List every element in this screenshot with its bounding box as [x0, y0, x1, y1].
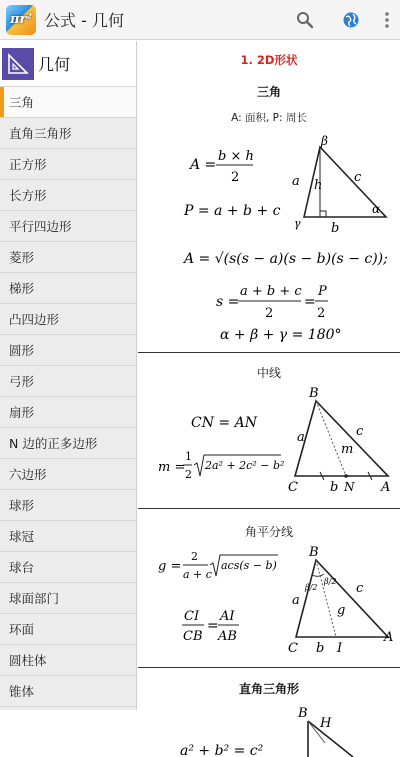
sidebar-item-sphere[interactable]: 球形 — [0, 490, 136, 521]
sidebar-list — [0, 87, 136, 707]
overflow-menu-icon — [384, 11, 390, 29]
sidebar-item-spherical-sector[interactable]: 球面部门 — [0, 583, 136, 614]
formula-heron: A = √(s(s − a)(s − b)(s − c)); — [184, 251, 388, 267]
triangle-label-alpha: α — [372, 202, 381, 216]
bisector-label-half-beta-2: β/2 — [324, 577, 337, 586]
sidebar-item-cylinder[interactable]: 圆柱体 — [0, 645, 136, 676]
bisector-title: 角平分线 — [244, 525, 293, 539]
triangle-block — [138, 125, 400, 345]
app-bar-actions — [282, 0, 400, 40]
sidebar — [0, 41, 137, 710]
sidebar-item-rhombus[interactable]: 菱形 — [0, 242, 136, 273]
overflow-menu-button[interactable] — [374, 0, 400, 40]
triangle-label-a: a — [292, 174, 300, 189]
sidebar-item-cone[interactable]: 锥体 — [0, 676, 136, 707]
triangle-label-h: h — [314, 178, 323, 193]
formula-angles: α + β + γ = 180° — [220, 327, 342, 343]
sidebar-item-trapezoid[interactable]: 梯形 — [0, 273, 136, 304]
triangle-label-c: c — [354, 170, 362, 185]
formula-area-lhs: A = — [190, 157, 217, 173]
formula-ratio-r-den: AB — [218, 629, 237, 644]
formula-s-p: P — [318, 284, 327, 299]
median-label-m: m — [341, 442, 354, 457]
formula-m-den: 2 — [185, 468, 192, 481]
formula-ratio-l-den: CB — [183, 629, 203, 644]
median-label-a: a — [297, 430, 305, 445]
category-label: 几何 — [38, 55, 71, 74]
category-header[interactable] — [0, 41, 136, 87]
sidebar-item-torus[interactable]: 环面 — [0, 614, 136, 645]
formula-s-den: 2 — [265, 306, 274, 321]
bisector-label-A: A — [384, 630, 394, 645]
sidebar-item-spherical-cap[interactable]: 球冠 — [0, 521, 136, 552]
formula-g-lhs: g = — [158, 559, 182, 574]
sidebar-item-rectangle[interactable]: 长方形 — [0, 180, 136, 211]
sidebar-item-square[interactable]: 正方形 — [0, 149, 136, 180]
sidebar-item-circular-segment[interactable]: 弓形 — [0, 366, 136, 397]
divider-2 — [138, 508, 400, 509]
search-button[interactable] — [282, 0, 328, 40]
formula-g-den: a + c — [183, 568, 212, 581]
sidebar-item-spherical-frustum[interactable]: 球台 — [0, 552, 136, 583]
right-triangle-title: 直角三角形 — [238, 682, 299, 696]
triangle-title: 三角 — [256, 85, 281, 99]
formula-s-lhs: s = — [216, 294, 240, 310]
app-logo-text: πr² — [9, 12, 33, 27]
triangle-label-gamma: γ — [294, 217, 301, 230]
formula-ratio-eq: = — [207, 618, 219, 634]
globe-icon — [342, 11, 360, 29]
bisector-label-c: c — [356, 581, 364, 596]
triangle-label-beta: β — [321, 134, 328, 148]
median-label-B: B — [309, 386, 319, 401]
triangle-ruler-icon — [2, 48, 34, 80]
formula-pythag: a² + b² = c² — [180, 743, 264, 757]
language-button[interactable] — [328, 0, 374, 40]
right-triangle-figure — [297, 706, 353, 757]
right-triangle-block — [138, 697, 400, 757]
section-title: 1. 2D形状 — [240, 53, 298, 67]
formula-s-p-den: 2 — [317, 306, 326, 321]
bisector-label-I: I — [337, 641, 343, 656]
bisector-label-a: a — [292, 593, 300, 608]
formula-cn: CN = AN — [191, 415, 257, 431]
formula-area-num: b × h — [218, 149, 254, 164]
triangle-label-b: b — [331, 221, 340, 236]
app-logo-icon[interactable] — [6, 5, 36, 35]
median-label-b: b — [330, 480, 339, 495]
right-label-B: B — [298, 706, 308, 721]
triangle-legend: A: 面积, P: 周长 — [231, 112, 307, 124]
formula-g-root: acs(s − b) — [221, 559, 277, 572]
search-icon — [296, 11, 314, 29]
sidebar-item-parallelogram[interactable]: 平行四边形 — [0, 211, 136, 242]
bisector-label-g: g — [337, 603, 346, 618]
sidebar-item-regular-polygon[interactable]: N 边的正多边形 — [0, 428, 136, 459]
app-bar — [0, 0, 400, 40]
formula-g-num: 2 — [191, 550, 198, 563]
median-label-A: A — [381, 480, 391, 495]
triangle-figure — [292, 134, 386, 236]
median-figure — [288, 386, 390, 495]
median-label-c: c — [356, 424, 364, 439]
sidebar-item-circle[interactable]: 圆形 — [0, 335, 136, 366]
median-title: 中线 — [256, 366, 281, 380]
divider-3 — [138, 667, 400, 668]
median-label-C: C — [288, 480, 298, 495]
formula-content[interactable] — [138, 41, 400, 757]
median-block — [138, 381, 400, 506]
formula-perimeter: P = a + b + c — [184, 203, 281, 219]
formula-area-den: 2 — [231, 170, 240, 185]
bisector-block — [138, 540, 400, 665]
bisector-label-B: B — [309, 545, 319, 560]
formula-m-lhs: m = — [158, 460, 186, 475]
bisector-label-b: b — [316, 641, 325, 656]
bisector-label-half-beta-1: β/2 — [305, 583, 318, 592]
bisector-label-C: C — [288, 641, 298, 656]
formula-ratio-r-num: AI — [220, 609, 235, 624]
formula-m-root: 2a² + 2c² − b² — [205, 459, 285, 472]
formula-ratio-l-num: CI — [184, 609, 200, 624]
right-label-H: H — [320, 716, 332, 731]
formula-s-num: a + b + c — [240, 284, 302, 299]
median-label-N: N — [344, 480, 355, 494]
sidebar-item-right-triangle[interactable]: 直角三角形 — [0, 118, 136, 149]
formula-m-num: 1 — [185, 450, 192, 463]
sidebar-item-hexagon[interactable]: 六边形 — [0, 459, 136, 490]
sidebar-item-triangle[interactable]: 三角 — [0, 87, 136, 118]
divider-1 — [138, 352, 400, 353]
formula-s-eq: = — [304, 294, 316, 310]
bisector-figure — [288, 545, 393, 656]
sidebar-item-convex-quadrilateral[interactable]: 凸四边形 — [0, 304, 136, 335]
sidebar-item-sector[interactable]: 扇形 — [0, 397, 136, 428]
app-title: 公式 - 几何 — [44, 11, 124, 30]
